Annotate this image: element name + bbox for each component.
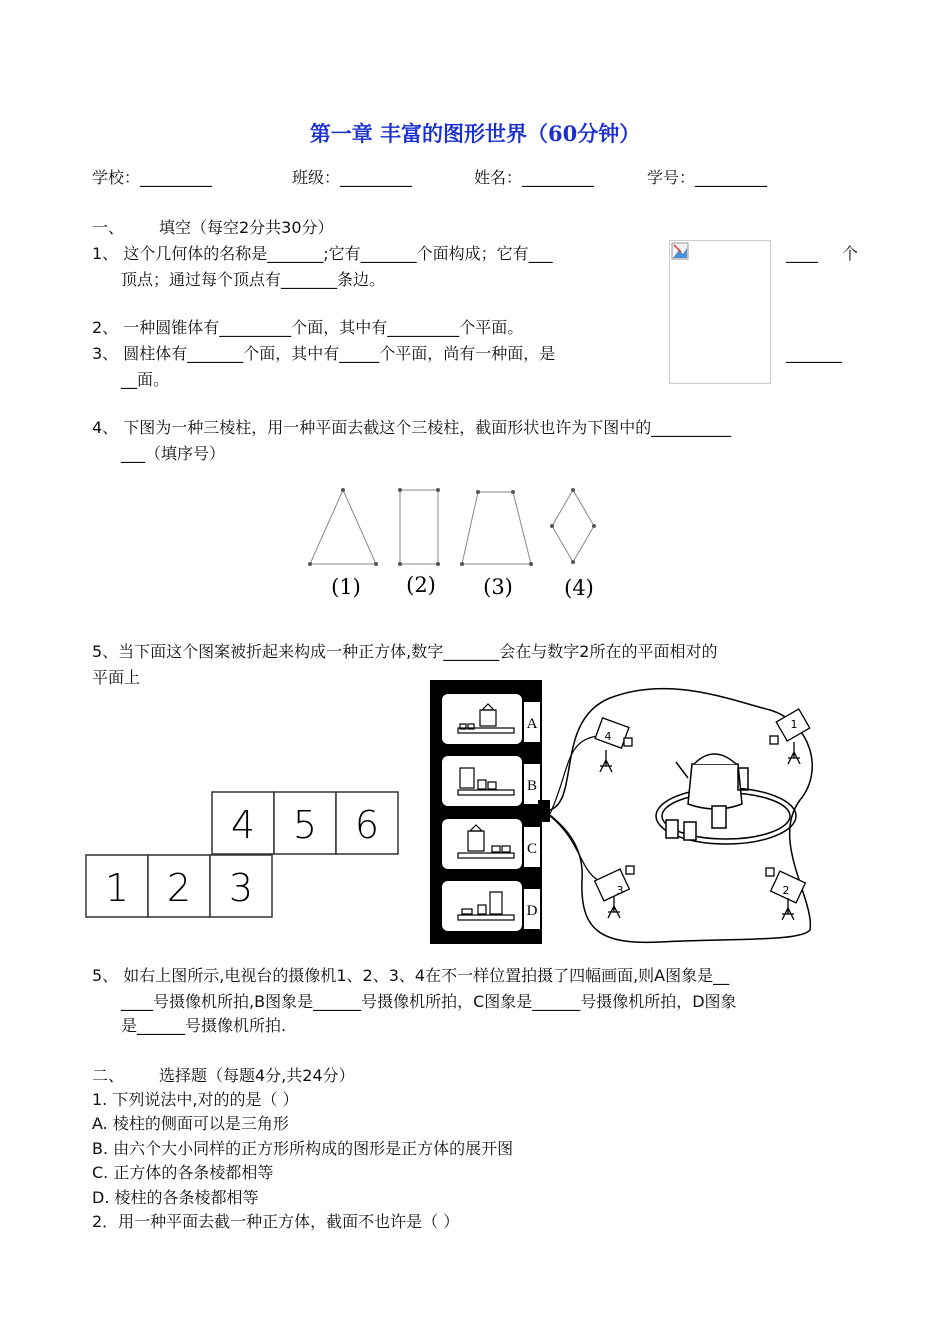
q4-line2: ___（填序号） <box>121 444 226 463</box>
camera-3 <box>595 866 634 918</box>
s2-q1-option-c: C. 正方体的各条棱都相等 <box>92 1163 274 1182</box>
school-field: 学校：_________ <box>92 168 213 187</box>
number-field: 学号：_________ <box>647 168 768 187</box>
shape-label-4: (4) <box>564 576 594 600</box>
net-digit-3: 3 <box>228 866 254 910</box>
net-digit-6: 6 <box>354 803 380 847</box>
camera-4 <box>595 718 632 772</box>
q5b-line2: ____号摄像机所拍,B图象是______号摄像机所拍，C图象是______号摄像机所拍，D图象 <box>121 992 737 1011</box>
q5a-line1: 5、当下面这个图案被折起来构成一种正方体,数字_______会在与数字2所在的平面相对的 <box>92 642 718 661</box>
cross-section-shapes <box>296 482 616 602</box>
camera-label-4: 4 <box>604 730 612 743</box>
section2-heading: 选择题（每题4分,共24分） <box>159 1066 355 1085</box>
shape-rectangle <box>400 490 438 564</box>
q3-tail: _______ <box>786 344 842 363</box>
screen-label-c: C <box>526 841 538 857</box>
q1-line1: 1、 这个几何体的名称是_______;它有_______个面构成；它有___ <box>92 244 553 263</box>
q1-line2: 顶点；通过每个顶点有_______条边。 <box>121 270 386 289</box>
shape-rhombus <box>552 490 594 562</box>
s2-q2: 2．用一种平面去截一种正方体，截面不也许是（ ） <box>92 1212 460 1231</box>
name-field: 姓名：_________ <box>474 168 595 187</box>
section1-heading: 填空（每空2分共30分） <box>159 218 334 237</box>
shape-triangle <box>310 490 376 564</box>
page-title: 第一章 丰富的图形世界（60分钟） <box>309 121 641 146</box>
q5b-line1: 5、 如右上图所示,电视台的摄像机1、2、3、4在不一样位置拍摄了四幅画面,则A图象是__ <box>92 966 730 985</box>
screen-label-b: B <box>526 778 538 794</box>
s2-q1-option-a: A. 棱柱的侧面可以是三角形 <box>92 1114 289 1133</box>
shape-label-2: (2) <box>406 573 436 597</box>
q1-tail-blank: ____ <box>786 244 818 263</box>
s2-q1-option-d: D. 棱柱的各条棱都相等 <box>92 1188 259 1207</box>
camera-label-1: 1 <box>790 718 798 731</box>
q3-line2: __面。 <box>121 370 170 389</box>
net-digit-4: 4 <box>230 803 256 847</box>
s2-q1-option-b: B. 由六个大小同样的正方形所构成的图形是正方体的展开图 <box>92 1139 514 1158</box>
missing-image-placeholder <box>669 240 771 384</box>
net-digit-1: 1 <box>104 866 130 910</box>
net-digit-5: 5 <box>292 803 318 847</box>
class-field: 班级：_________ <box>292 168 413 187</box>
shape-label-3: (3) <box>483 575 513 599</box>
s2-q1: 1. 下列说法中,对的的是（ ） <box>92 1090 299 1109</box>
cube-net <box>84 790 404 920</box>
q2: 2、 一种圆锥体有_________个面，其中有_________个平面。 <box>92 318 524 337</box>
screen-label-d: D <box>526 903 538 919</box>
q5a-line2: 平面上 <box>92 668 141 687</box>
camera-cable <box>550 689 812 943</box>
camera-label-2: 2 <box>782 884 790 897</box>
q1-tail-unit: 个 <box>842 244 859 263</box>
q5b-line3: 是______号摄像机所拍. <box>121 1016 287 1035</box>
camera-label-3: 3 <box>616 884 624 897</box>
broken-image-icon <box>671 242 689 260</box>
screen-label-a: A <box>526 716 538 732</box>
q3-line1: 3、 圆柱体有_______个面，其中有_____个平面，尚有一种面，是 <box>92 344 556 363</box>
tray-scene <box>656 754 796 844</box>
q4-line1: 4、 下图为一种三棱柱，用一种平面去截这个三棱柱，截面形状也许为下图中的__________ <box>92 418 732 437</box>
camera-illustration <box>430 680 830 950</box>
section1-number: 一、 <box>92 218 125 237</box>
net-digit-2: 2 <box>166 866 192 910</box>
shape-label-1: (1) <box>331 575 361 599</box>
shape-trapezoid <box>462 492 531 564</box>
section2-number: 二、 <box>92 1066 125 1085</box>
